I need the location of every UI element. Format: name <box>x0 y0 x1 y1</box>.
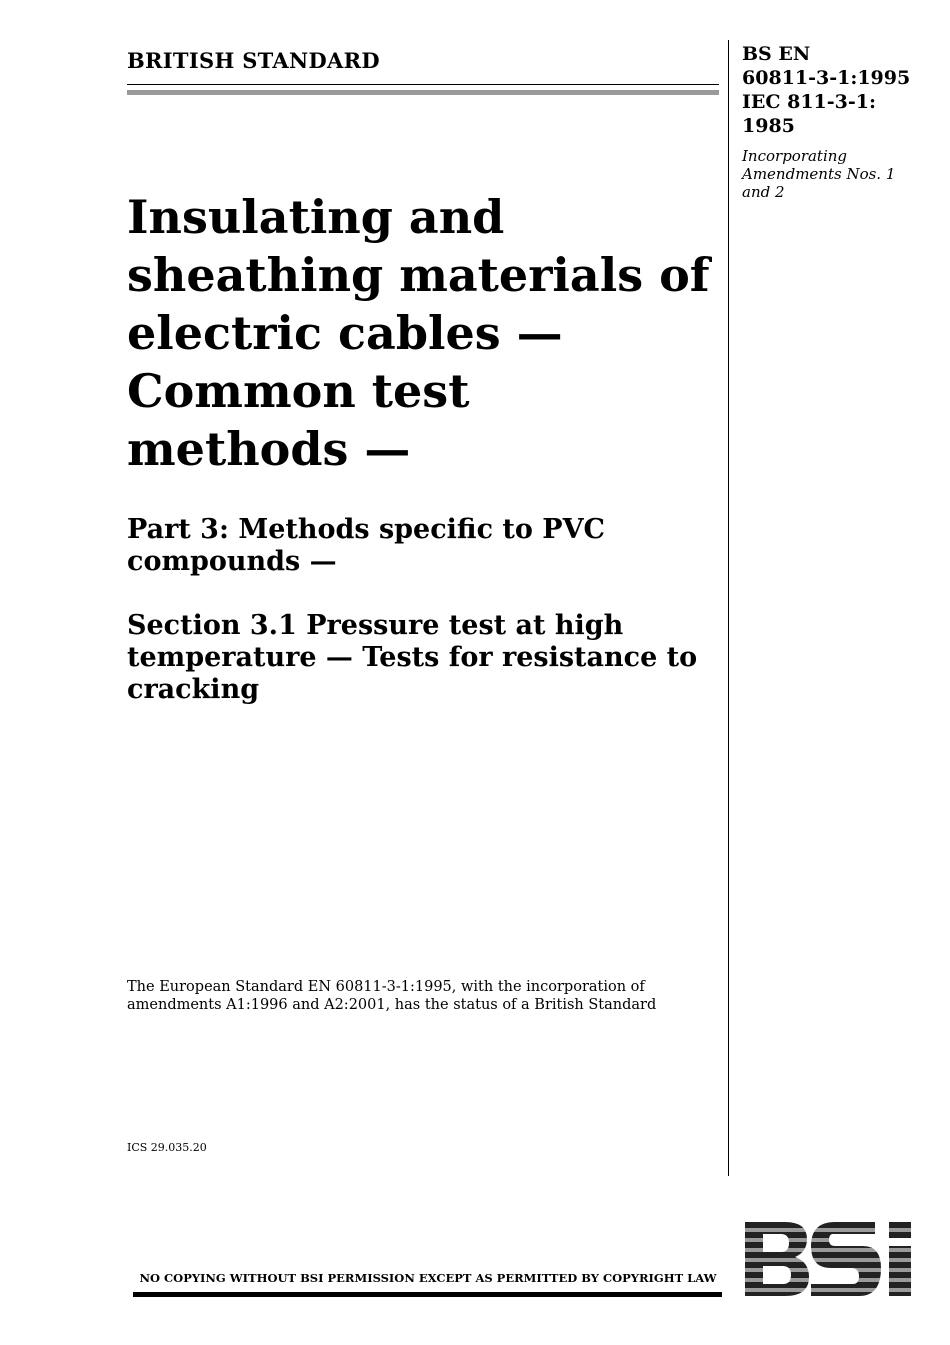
standard-number-line: 60811-3-1:1995 <box>742 67 911 89</box>
document-title-line: sheathing materials of <box>127 248 710 302</box>
status-note-line: The European Standard EN 60811-3-1:1995, with the incorporation of <box>127 979 645 995</box>
amendment-note-line: Amendments Nos. 1 <box>742 165 896 183</box>
header-rule-thin <box>127 84 719 85</box>
standard-number <box>742 42 942 138</box>
part-title <box>127 514 717 578</box>
status-note-line: amendments A1:1996 and A2:2001, has the status of a British Standard <box>127 997 657 1013</box>
copyright-notice: NO COPYING WITHOUT BSI PERMISSION EXCEPT AS PERMITTED BY COPYRIGHT LAW <box>139 1271 717 1285</box>
standard-number-line: BS EN <box>742 43 811 65</box>
part-title-line: Part 3: Methods specific to PVC <box>127 514 606 545</box>
bsi-logo-icon <box>745 1222 915 1297</box>
amendment-note <box>742 147 942 201</box>
ics-code: ICS 29.035.20 <box>127 1141 207 1154</box>
section-title-line: cracking <box>127 674 260 705</box>
section-title-line: temperature — Tests for resistance to <box>127 642 698 673</box>
section-title-line: Section 3.1 Pressure test at high <box>127 610 624 641</box>
document-title-line: electric cables — <box>127 306 563 360</box>
document-title-line: Common test <box>127 364 470 418</box>
document-title-line: methods — <box>127 422 411 476</box>
amendment-note-line: and 2 <box>742 183 785 201</box>
column-divider <box>728 40 729 1176</box>
section-title <box>127 610 717 706</box>
document-title-line: Insulating and <box>127 190 505 244</box>
document-title <box>127 188 717 478</box>
standard-number-line: IEC 811-3-1: <box>742 91 876 113</box>
part-title-line: compounds — <box>127 546 337 577</box>
header-rule-thick <box>127 90 719 95</box>
standard-number-line: 1985 <box>742 115 795 137</box>
header-label: BRITISH STANDARD <box>127 48 380 73</box>
amendment-note-line: Incorporating <box>742 147 848 165</box>
status-note <box>127 978 717 1014</box>
footer-rule <box>133 1292 722 1297</box>
